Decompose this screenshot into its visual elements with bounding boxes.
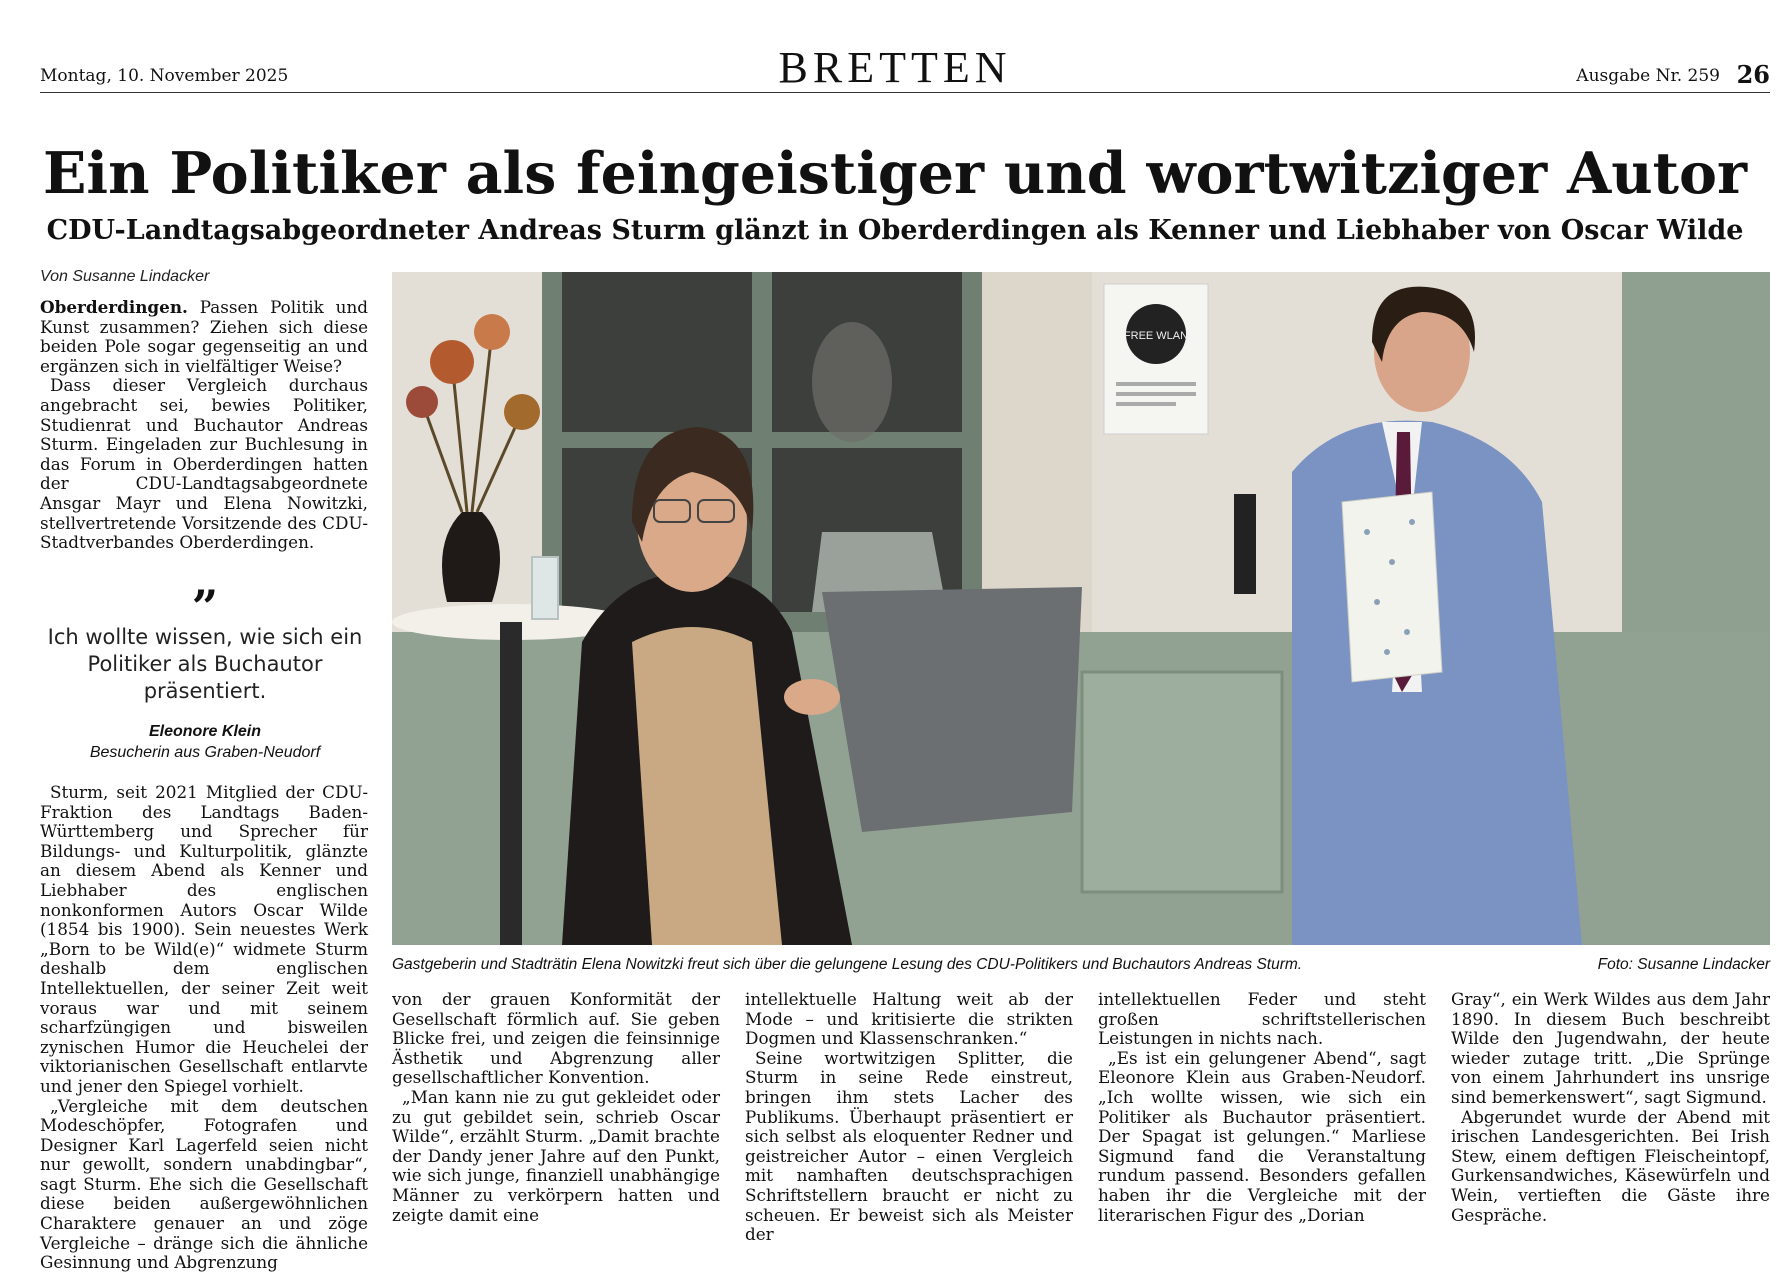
column-2 xyxy=(392,990,720,1225)
paragraph-text: Passen Politik und Kunst zusammen? Ziehen sich diese beiden Pole sogar gegenseitig an und ergänzen sich in vielfältiger Weise? xyxy=(40,297,368,376)
photo-credit: Foto: Susanne Lindacker xyxy=(1597,956,1770,973)
paragraph: intellektuellen Feder und steht großen schriftstellerischen Leistungen in nichts nach. xyxy=(1098,989,1426,1049)
article-photo xyxy=(392,272,1770,945)
column-3 xyxy=(745,990,1073,1245)
issue-number: Ausgabe Nr. 259 xyxy=(1576,66,1720,86)
paragraph: „Man kann nie zu gut gekleidet oder zu gut gebildet sein, schrieb Oscar Wilde“, erzählt Sturm. „Damit brachte der Dandy jener Jahre auf den Punkt, wie sich junge, finanziell unabhängige Männer zu verkörpern hatten und zeigte damit eine xyxy=(392,1086,720,1225)
dateline: Oberderdingen. xyxy=(40,297,188,317)
poster-text: FREE WLAN xyxy=(1123,330,1189,342)
paragraph: Dass dieser Vergleich durchaus angebracht sei, bewies Politiker, Studienrat und Buchautor Andreas Sturm. Eingeladen zur Buchlesung in das Forum in Oberderdingen hatten der CDU-Landtagsabgeordnete Ansgar Mayr und Elena Nowitzki, stellvertretende Vorsitzende des CDU-Stadtverbandes Oberderdingen. xyxy=(40,375,368,553)
quote-author: Eleonore Klein xyxy=(148,723,262,740)
paragraph: Sturm, seit 2021 Mitglied der CDU-Fraktion des Landtags Baden-Württemberg und Sprecher für Bildungs- und Kulturpolitik, glänzte an diesem Abend als Kenner und Liebhaber des englischen nonkonformen Autors Oscar Wilde (1854 bis 1900). Sein neuestes Werk „Born to be Wild(e)“ widmete Sturm deshalb dem englischen Intellektuellen, der seiner Zeit weit voraus war und mit seinem scharfzüngigen und bisweilen zynischen Humor die Heuchelei der viktorianischen Gesellschaft entlarvte und jener den Spiegel vorhielt. xyxy=(40,782,368,1096)
photo-caption: Gastgeberin und Stadträtin Elena Nowitzki freut sich über die gelungene Lesung des CDU-Politikers und Buchautors Andreas Sturm. xyxy=(392,956,1303,973)
paragraph: Gray“, ein Werk Wildes aus dem Jahr 1890. In diesem Buch beschreibt Wilde den Jugendwahn, der heute wieder zutage tritt. „Die Sprünge von einem Jahrhundert ins unsrige sind bemerkenswert“, sagt Sigmund. xyxy=(1451,989,1770,1107)
page-number: 26 xyxy=(1736,60,1770,89)
pull-quote: Ich wollte wissen, wie sich ein Politiker als Buchautor präsentiert. xyxy=(47,625,363,703)
paragraph: „Es ist ein gelungener Abend“, sagt Eleonore Klein aus Graben-Neudorf. „Ich wollte wissen, wie sich ein Politiker als Buchautor präsentiert. Der Spagat ist gelungen.“ Marliese Sigmund fand die Veranstaltung rundum passend. Besonders gefallen haben ihr die Vergleiche mit der literarischen Figur des „Dorian xyxy=(1098,1047,1426,1225)
paragraph: Abgerundet wurde der Abend mit irischen Landesgerichten. Bei Irish Stew, einem deftigen Fleischeintopf, Gurkensandwiches, Käsewürfeln und Wein, vertieften die Gäste ihre Gespräche. xyxy=(1451,1106,1770,1225)
quote-mark-icon: ” xyxy=(191,580,219,634)
masthead-rule xyxy=(40,92,1770,93)
article-headline: Ein Politiker als feingeistiger und wortwitziger Autor xyxy=(42,140,1748,207)
quote-author-role: Besucherin aus Graben-Neudorf xyxy=(89,744,321,761)
column-1-top xyxy=(40,298,368,553)
paragraph: „Vergleiche mit dem deutschen Modeschöpfer, Fotografen und Designer Karl Lagerfeld seien nicht nur gewollt, sondern unabdingbar“, sagt Sturm. Ehe sich die Gesellschaft diese beiden außergewöhnlichen Charaktere genauer an und zöge Vergleiche – dränge sich die ähnliche Gesinnung und Abgrenzung xyxy=(40,1095,368,1273)
column-1-bottom xyxy=(40,783,368,1273)
column-4 xyxy=(1098,990,1426,1225)
section-title: BRETTEN xyxy=(778,43,1012,92)
paragraph: Seine wortwitzigen Splitter, die Sturm in seine Rede einstreut, bringen ihm stets Lacher des Publikums. Überhaupt präsentiert er sich selbst als eloquenter Redner und geistreicher Autor – einen Vergleich mit namhaften deutschsprachigen Schriftstellern braucht er nicht zu scheuen. Er beweist sich als Meister der xyxy=(745,1047,1073,1245)
publication-date: Montag, 10. November 2025 xyxy=(40,66,289,86)
paragraph xyxy=(40,298,368,376)
paragraph: von der grauen Konformität der Gesellschaft förmlich auf. Sie geben Blicke frei, und zeigen die feinsinnige Ästhetik und Abgrenzung aller gesellschaftlicher Konvention. xyxy=(392,989,720,1088)
paragraph: intellektuelle Haltung weit ab der Mode – und kritisierte die strikten Dogmen und Klassenschranken.“ xyxy=(745,989,1073,1049)
article-subhead: CDU-Landtagsabgeordneter Andreas Sturm glänzt in Oberderdingen als Kenner und Liebhaber von Oscar Wilde xyxy=(46,215,1744,246)
column-5 xyxy=(1451,990,1770,1225)
byline: Von Susanne Lindacker xyxy=(40,268,210,285)
